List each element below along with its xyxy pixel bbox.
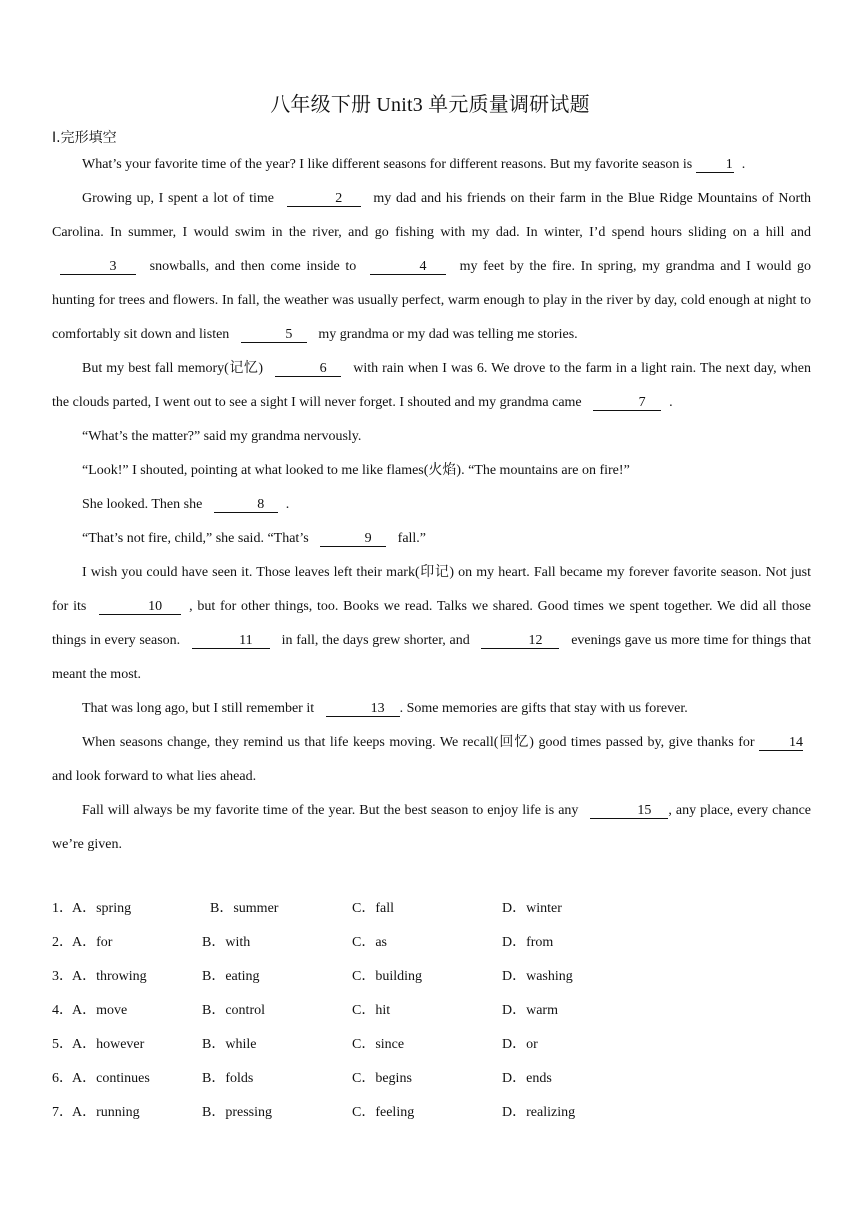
paragraph (52, 726, 811, 794)
paragraph (52, 352, 811, 420)
blank-11: 11 (192, 633, 270, 649)
option-b: B．folds (202, 1071, 254, 1086)
blank-1: 1 (696, 157, 734, 173)
paragraph (52, 488, 811, 522)
option-d: D．realizing (502, 1105, 576, 1120)
blank-12: 12 (481, 633, 559, 649)
question-number: 5． (52, 1037, 73, 1052)
passage-text: my grandma or my dad was telling me stories. (318, 327, 578, 342)
passage-text: in fall, the days grew shorter, and (281, 633, 470, 648)
passage-text: snowballs, and then come inside to (149, 259, 357, 274)
option-row (52, 960, 812, 994)
option-row (52, 994, 812, 1028)
paragraph (52, 420, 811, 454)
passage-text: But my best fall memory(记忆) (82, 361, 264, 376)
option-row (52, 926, 812, 960)
section-heading: I.完形填空 (52, 130, 117, 146)
question-number: 6． (52, 1071, 73, 1086)
option-c: C．fall (352, 901, 394, 916)
page-title: 八年级下册 Unit3 单元质量调研试题 (270, 94, 590, 116)
passage-text: , but for other things, too. Books we read. Talks we shared. Good times we spent together. We did all those things in every season. (52, 599, 811, 648)
blank-2: 2 (287, 191, 361, 207)
passage-text: my dad and his friends on their farm in the Blue Ridge Mountains of North Carolina. In summer, I would swim in the river, and go fishing with my dad. In winter, I’d spend hours sliding on a hill and (52, 191, 812, 240)
paragraph (52, 522, 811, 556)
blank-6: 6 (275, 361, 341, 377)
option-d: D．warm (502, 1003, 558, 1018)
option-a: A．move (72, 1003, 128, 1018)
passage-text: I wish you could have seen it. Those leaves left their mark(印记) on my heart. Fall became my forever favorite season. Not just for its (52, 565, 811, 614)
option-c: C．hit (352, 1003, 391, 1018)
option-d: D．ends (502, 1071, 552, 1086)
blank-9: 9 (320, 531, 386, 547)
passage-text: my feet by the fire. In spring, my grandma and I would go hunting for trees and flowers. In fall, the weather was usually perfect, warm enough to play in the river by day, cold enough at night to comfortably sit down and listen (52, 259, 812, 342)
passage-text: “That’s not fire, child,” she said. “That’s (82, 531, 309, 546)
option-b: B．pressing (202, 1105, 272, 1120)
passage-text: “Look!” I shouted, pointing at what looked to me like flames(火焰). “The mountains are on fire!” (82, 463, 630, 478)
option-c: C．as (352, 935, 387, 950)
cloze-passage (52, 148, 811, 862)
paragraph (52, 148, 811, 182)
answer-options (52, 892, 812, 1130)
passage-text: “What’s the matter?” said my grandma nervously. (82, 429, 362, 444)
passage-text: . (285, 497, 290, 512)
passage-text: . (669, 395, 673, 410)
option-row (52, 1028, 812, 1062)
paragraph (52, 454, 811, 488)
option-d: D．winter (502, 901, 562, 916)
option-row (52, 1096, 812, 1130)
option-row (52, 1062, 812, 1096)
option-b: B．with (202, 935, 251, 950)
option-a: A．however (72, 1037, 145, 1052)
question-number: 2． (52, 935, 73, 950)
option-d: D．or (502, 1037, 538, 1052)
option-c: C．building (352, 969, 423, 984)
passage-text: evenings gave us more time for things that meant the most. (52, 633, 812, 682)
blank-8: 8 (214, 497, 278, 513)
option-a: A．continues (72, 1071, 150, 1086)
option-a: A．running (72, 1105, 140, 1120)
option-b: B．control (202, 1003, 265, 1018)
option-a: A．spring (72, 901, 132, 916)
question-number: 4． (52, 1003, 73, 1018)
option-row (52, 892, 812, 926)
passage-text: Growing up, I spent a lot of time (82, 191, 274, 206)
question-number: 1． (52, 901, 73, 916)
option-c: C．since (352, 1037, 405, 1052)
passage-text: , any place, every chance we’re given. (52, 803, 811, 852)
option-a: A．for (72, 935, 113, 950)
option-b: B．eating (202, 969, 260, 984)
paragraph (52, 794, 811, 862)
blank-5: 5 (241, 327, 307, 343)
blank-10: 10 (99, 599, 181, 615)
paragraph (52, 182, 811, 352)
passage-text: That was long ago, but I still remember it (82, 701, 315, 716)
blank-14: 14 (759, 735, 803, 751)
passage-text: When seasons change, they remind us that life keeps moving. We recall(回忆) good times passed by, give thanks for (82, 735, 755, 750)
blank-13: 13 (326, 701, 400, 717)
option-c: C．feeling (352, 1105, 415, 1120)
option-d: D．from (502, 935, 554, 950)
blank-15: 15 (590, 803, 668, 819)
passage-text: Fall will always be my favorite time of the year. But the best season to enjoy life is any (82, 803, 579, 818)
passage-text: fall.” (397, 531, 427, 546)
blank-3: 3 (60, 259, 136, 275)
option-a: A．throwing (72, 969, 147, 984)
option-d: D．washing (502, 969, 573, 984)
paragraph (52, 692, 811, 726)
option-b: B．while (202, 1037, 257, 1052)
question-number: 7． (52, 1105, 73, 1120)
passage-text: What’s your favorite time of the year? I like different seasons for different reasons. But my favorite season is (82, 157, 693, 172)
question-number: 3． (52, 969, 73, 984)
passage-text: She looked. Then she (82, 497, 203, 512)
paragraph (52, 556, 811, 692)
passage-text: with rain when I was 6. We drove to the farm in a light rain. The next day, when the clouds parted, I went out to see a sight I will never forget. I shouted and my grandma came (52, 361, 812, 410)
blank-7: 7 (593, 395, 661, 411)
passage-text: . Some memories are gifts that stay with us forever. (399, 701, 688, 716)
passage-text: and look forward to what lies ahead. (52, 769, 257, 784)
option-b: B．summer (210, 901, 279, 916)
option-c: C．begins (352, 1071, 412, 1086)
blank-4: 4 (370, 259, 446, 275)
passage-text: . (741, 157, 746, 172)
